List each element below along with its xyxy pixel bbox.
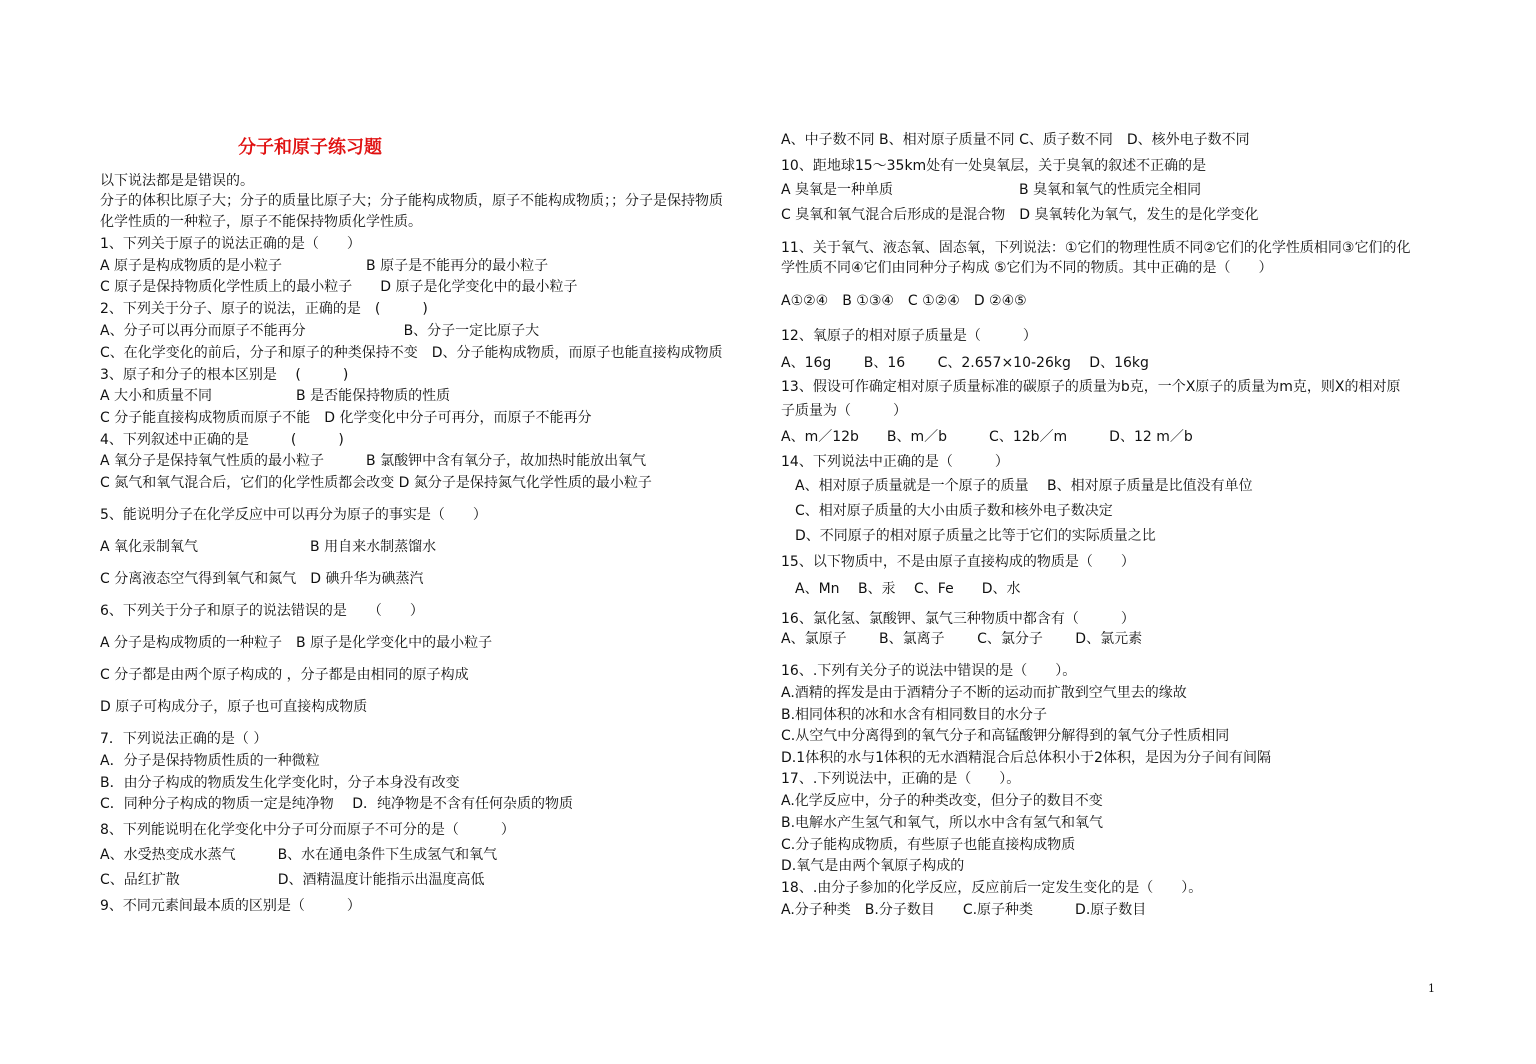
question-line-left: 分子的体积比原子大；分子的质量比原子大；分子能构成物质，原子不能构成物质；；分子是保持物质: [100, 193, 723, 209]
question-line-left: D 原子可构成分子，原子也可直接构成物质: [100, 699, 368, 715]
question-line-right: A、16g B、16 C、2.657×10-26kg D、16kg: [781, 355, 1149, 371]
question-line-left: 5、能说明分子在化学反应中可以再分为原子的事实是（ ）: [100, 507, 487, 523]
question-line-right: D、不同原子的相对原子质量之比等于它们的实际质量之比: [781, 528, 1156, 544]
question-line-right: C.从空气中分离得到的氧气分子和高锰酸钾分解得到的氧气分子性质相同: [781, 728, 1230, 744]
question-line-right: 子质量为（ ）: [781, 403, 907, 419]
question-line-right: 17、.下列说法中，正确的是（ ）。: [781, 771, 1021, 787]
page-title: 分子和原子练习题: [238, 137, 382, 158]
question-line-right: 18、.由分子参加的化学反应，反应前后一定发生变化的是（ ）。: [781, 880, 1203, 896]
question-line-left: A、水受热变成水蒸气 B、水在通电条件下生成氢气和氧气: [100, 847, 498, 863]
question-line-right: A.分子种类 B.分子数目 C.原子种类 D.原子数目: [781, 902, 1147, 918]
question-line-left: C 原子是保持物质化学性质上的最小粒子 D 原子是化学变化中的最小粒子: [100, 279, 578, 295]
question-line-left: A 大小和质量不同 B 是否能保持物质的性质: [100, 388, 451, 404]
question-line-left: B．由分子构成的物质发生化学变化时，分子本身没有改变: [100, 775, 460, 791]
question-line-right: C、相对原子质量的大小由质子数和核外电子数决定: [781, 503, 1113, 519]
question-line-left: C、在化学变化的前后，分子和原子的种类保持不变 D、分子能构成物质，而原子也能直接构成物质: [100, 345, 723, 361]
question-line-right: A、Mn B、汞 C、Fe D、水: [781, 581, 1021, 597]
question-line-right: D.1体积的水与1体积的无水酒精混合后总体积小于2体积，是因为分子间有间隔: [781, 750, 1271, 766]
question-line-right: B.相同体积的冰和水含有相同数目的水分子: [781, 707, 1048, 723]
question-line-left: C、品红扩散 D、酒精温度计能指示出温度高低: [100, 872, 485, 888]
question-line-right: A.酒精的挥发是由于酒精分子不断的运动而扩散到空气里去的缘故: [781, 685, 1187, 701]
question-line-left: 以下说法都是是错误的。: [100, 173, 254, 189]
question-line-right: C.分子能构成物质，有些原子也能直接构成物质: [781, 837, 1076, 853]
question-line-right: 10、距地球15～35km处有一处臭氧层，关于臭氧的叙述不正确的是: [781, 158, 1207, 174]
question-line-right: D.氧气是由两个氧原子构成的: [781, 858, 965, 874]
question-line-left: 9、不同元素间最本质的区别是（ ）: [100, 898, 361, 914]
question-line-left: A 分子是构成物质的一种粒子 B 原子是化学变化中的最小粒子: [100, 635, 493, 651]
question-line-right: A①②④ B ①③④ C ①②④ D ②④⑤: [781, 293, 1027, 309]
question-line-left: 2、下列关于分子、原子的说法，正确的是 ( ): [100, 301, 428, 317]
question-line-left: 6、下列关于分子和原子的说法错误的是 （ ）: [100, 603, 424, 619]
question-line-right: 12、氧原子的相对原子质量是（ ）: [781, 328, 1037, 344]
question-line-right: 11、关于氧气、液态氧、固态氧，下列说法：①它们的物理性质不同②它们的化学性质相同③它们的化: [781, 240, 1411, 256]
question-line-right: A、中子数不同 B、相对原子质量不同 C、质子数不同 D、核外电子数不同: [781, 132, 1250, 148]
question-line-left: C 分子都是由两个原子构成的 ，分子都是由相同的原子构成: [100, 667, 469, 683]
question-line-right: 14、下列说法中正确的是（ ）: [781, 454, 1009, 470]
question-line-left: C．同种分子构成的物质一定是纯净物 D．纯净物是不含有任何杂质的物质: [100, 796, 574, 812]
question-line-left: 3、原子和分子的根本区别是 ( ): [100, 367, 349, 383]
question-line-left: 1、下列关于原子的说法正确的是（ ）: [100, 236, 361, 252]
question-line-left: C 分离液态空气得到氧气和氮气 D 碘升华为碘蒸汽: [100, 571, 424, 587]
question-line-right: 学性质不同④它们由同种分子构成 ⑤它们为不同的物质。其中正确的是（ ）: [781, 260, 1273, 276]
question-line-right: 16、氯化氢、氯酸钾、氯气三种物质中都含有（ ）: [781, 611, 1135, 627]
question-line-right: C 臭氧和氧气混合后形成的是混合物 D 臭氧转化为氧气，发生的是化学变化: [781, 207, 1259, 223]
question-line-left: A 原子是构成物质的是小粒子 B 原子是不能再分的最小粒子: [100, 258, 549, 274]
question-line-right: A.化学反应中，分子的种类改变，但分子的数目不变: [781, 793, 1103, 809]
question-line-right: 15、以下物质中，不是由原子直接构成的物质是（ ）: [781, 554, 1135, 570]
question-line-right: A 臭氧是一种单质 B 臭氧和氧气的性质完全相同: [781, 182, 1202, 198]
page-number: 1: [1428, 982, 1435, 995]
question-line-left: A 氧分子是保持氧气性质的最小粒子 B 氯酸钾中含有氧分子，故加热时能放出氧气: [100, 453, 647, 469]
question-line-left: A、分子可以再分而原子不能再分 B、分子一定比原子大: [100, 323, 540, 339]
question-line-right: A、相对原子质量就是一个原子的质量 B、相对原子质量是比值没有单位: [781, 478, 1253, 494]
question-line-left: 7．下列说法正确的是（ ）: [100, 731, 268, 747]
question-line-left: A．分子是保持物质性质的一种微粒: [100, 753, 320, 769]
question-line-left: 化学性质的一种粒子，原子不能保持物质化学性质。: [100, 214, 422, 230]
question-line-left: C 氮气和氧气混合后，它们的化学性质都会改变 D 氮分子是保持氮气化学性质的最小粒子: [100, 475, 652, 491]
question-line-right: B.电解水产生氢气和氧气，所以水中含有氢气和氧气: [781, 815, 1104, 831]
question-line-left: A 氧化汞制氧气 B 用自来水制蒸馏水: [100, 539, 437, 555]
question-line-left: C 分子能直接构成物质而原子不能 D 化学变化中分子可再分，而原子不能再分: [100, 410, 592, 426]
question-line-left: 4、下列叙述中正确的是 ( ): [100, 432, 344, 448]
question-line-right: 13、假设可作确定相对原子质量标准的碳原子的质量为b克，一个X原子的质量为m克，则X的相对原: [781, 379, 1401, 395]
question-line-left: 8、下列能说明在化学变化中分子可分而原子不可分的是（ ）: [100, 822, 515, 838]
question-line-right: A、氯原子 B、氯离子 C、氯分子 D、氯元素: [781, 631, 1143, 647]
question-line-right: A、m／12b B、m／b C、12b／m D、12 m／b: [781, 429, 1193, 445]
question-line-right: 16、.下列有关分子的说法中错误的是（ ）。: [781, 663, 1077, 679]
